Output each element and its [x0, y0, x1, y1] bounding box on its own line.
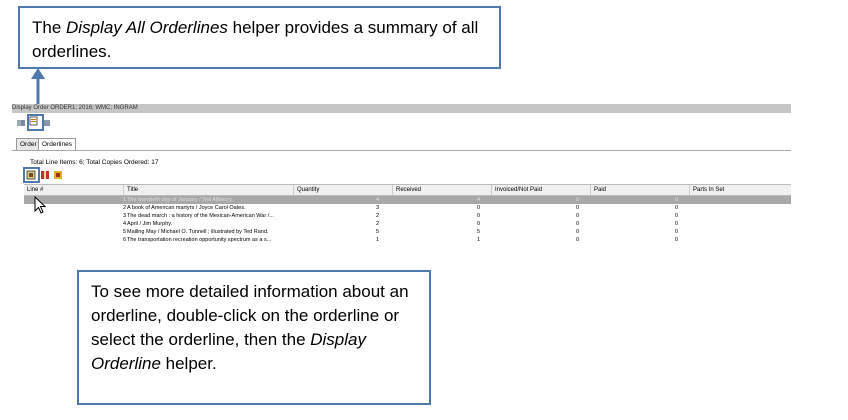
table-row[interactable]: [24, 204, 791, 212]
cell-paid: 0: [674, 221, 678, 227]
cell-quantity: 5: [375, 229, 379, 235]
cell-quantity: 2: [375, 221, 379, 227]
cell-title: The transportation recreation opportunity spectrum as a s...: [127, 237, 272, 243]
highlight-display-orderline: [23, 167, 40, 183]
cell-invoiced: 0: [575, 229, 579, 235]
callout-text-pre: To see more detailed information about an orderline, double-click on the orderline or select the orderline, then the: [91, 282, 409, 349]
tab-panel-border: [12, 150, 791, 151]
orderlines-grid-header: [24, 184, 791, 196]
cell-received: 1: [476, 237, 480, 243]
col-parts-in-set[interactable]: Parts In Set: [689, 185, 724, 195]
cell-invoiced: 0: [575, 237, 579, 243]
cell-received: 5: [476, 229, 480, 235]
col-line[interactable]: Line #: [27, 187, 44, 193]
cell-received: 0: [476, 205, 480, 211]
cell-paid: 0: [674, 213, 678, 219]
cell-paid: 0: [674, 229, 678, 235]
window-titlebar: [12, 104, 791, 113]
cell-quantity: 3: [375, 205, 379, 211]
col-received[interactable]: Received: [392, 185, 421, 195]
tab-order[interactable]: Order: [16, 138, 41, 151]
col-quantity[interactable]: Quantity: [293, 185, 319, 195]
cell-invoiced: 0: [575, 197, 579, 203]
red-book-icon[interactable]: [40, 170, 50, 180]
yellow-book-icon[interactable]: [53, 170, 63, 180]
callout-text-em: Display All Orderlines: [66, 18, 228, 37]
cell-title: Mailing May / Michael O. Tunnell ; illustrated by Ted Rand.: [127, 229, 269, 235]
cell-title: April / Jim Murphy.: [127, 221, 173, 227]
cell-line: 5: [122, 229, 126, 235]
cell-received: 0: [476, 221, 480, 227]
highlight-display-all-orderlines: [27, 114, 44, 131]
col-title[interactable]: Title: [123, 185, 138, 195]
orderlines-summary: Total Line Items: 6; Total Copies Ordered: 17: [30, 159, 159, 166]
cell-title: The dead march : a history of the Mexican-American War /...: [127, 213, 274, 219]
cell-paid: 0: [674, 237, 678, 243]
cell-quantity: 1: [375, 237, 379, 243]
cell-invoiced: 0: [575, 205, 579, 211]
table-row[interactable]: [24, 220, 791, 228]
cell-line: 3: [122, 213, 126, 219]
callout-text-pre: The: [32, 18, 67, 37]
table-row[interactable]: [24, 228, 791, 236]
cell-title: A book of American martyrs / Joyce Carol Oates.: [127, 205, 246, 211]
cell-received: 4: [476, 197, 480, 203]
col-paid[interactable]: Paid: [590, 185, 606, 195]
cell-paid: 0: [674, 205, 678, 211]
cell-received: 0: [476, 213, 480, 219]
cell-line: 1: [122, 197, 126, 203]
table-row[interactable]: [24, 196, 791, 204]
cell-paid: 0: [674, 197, 678, 203]
callout-text-post: helper provides a summary of all orderlines.: [32, 18, 479, 61]
cell-line: 2: [122, 205, 126, 211]
cell-invoiced: 0: [575, 221, 579, 227]
cell-title: The twentieth day of January / Ted Allbeury.: [127, 197, 234, 203]
book-icon[interactable]: [16, 118, 26, 128]
cell-line: 4: [122, 221, 126, 227]
table-row[interactable]: [24, 212, 791, 220]
callout-text-post: helper.: [160, 354, 217, 373]
tab-orderlines[interactable]: Orderlines: [38, 138, 76, 151]
col-invoiced[interactable]: Invoiced/Not Paid: [491, 185, 542, 195]
cell-line: 6: [122, 237, 126, 243]
mouse-cursor-icon: [34, 196, 46, 214]
callout-text-em: Display Orderline: [91, 330, 366, 373]
cell-invoiced: 0: [575, 213, 579, 219]
callout-display-orderline: [77, 270, 431, 405]
window-title: Display Order ORDER1; 2016; WMC; INGRAM: [12, 105, 138, 111]
cell-quantity: 4: [375, 197, 379, 203]
table-row[interactable]: [24, 236, 791, 244]
cell-quantity: 2: [375, 213, 379, 219]
